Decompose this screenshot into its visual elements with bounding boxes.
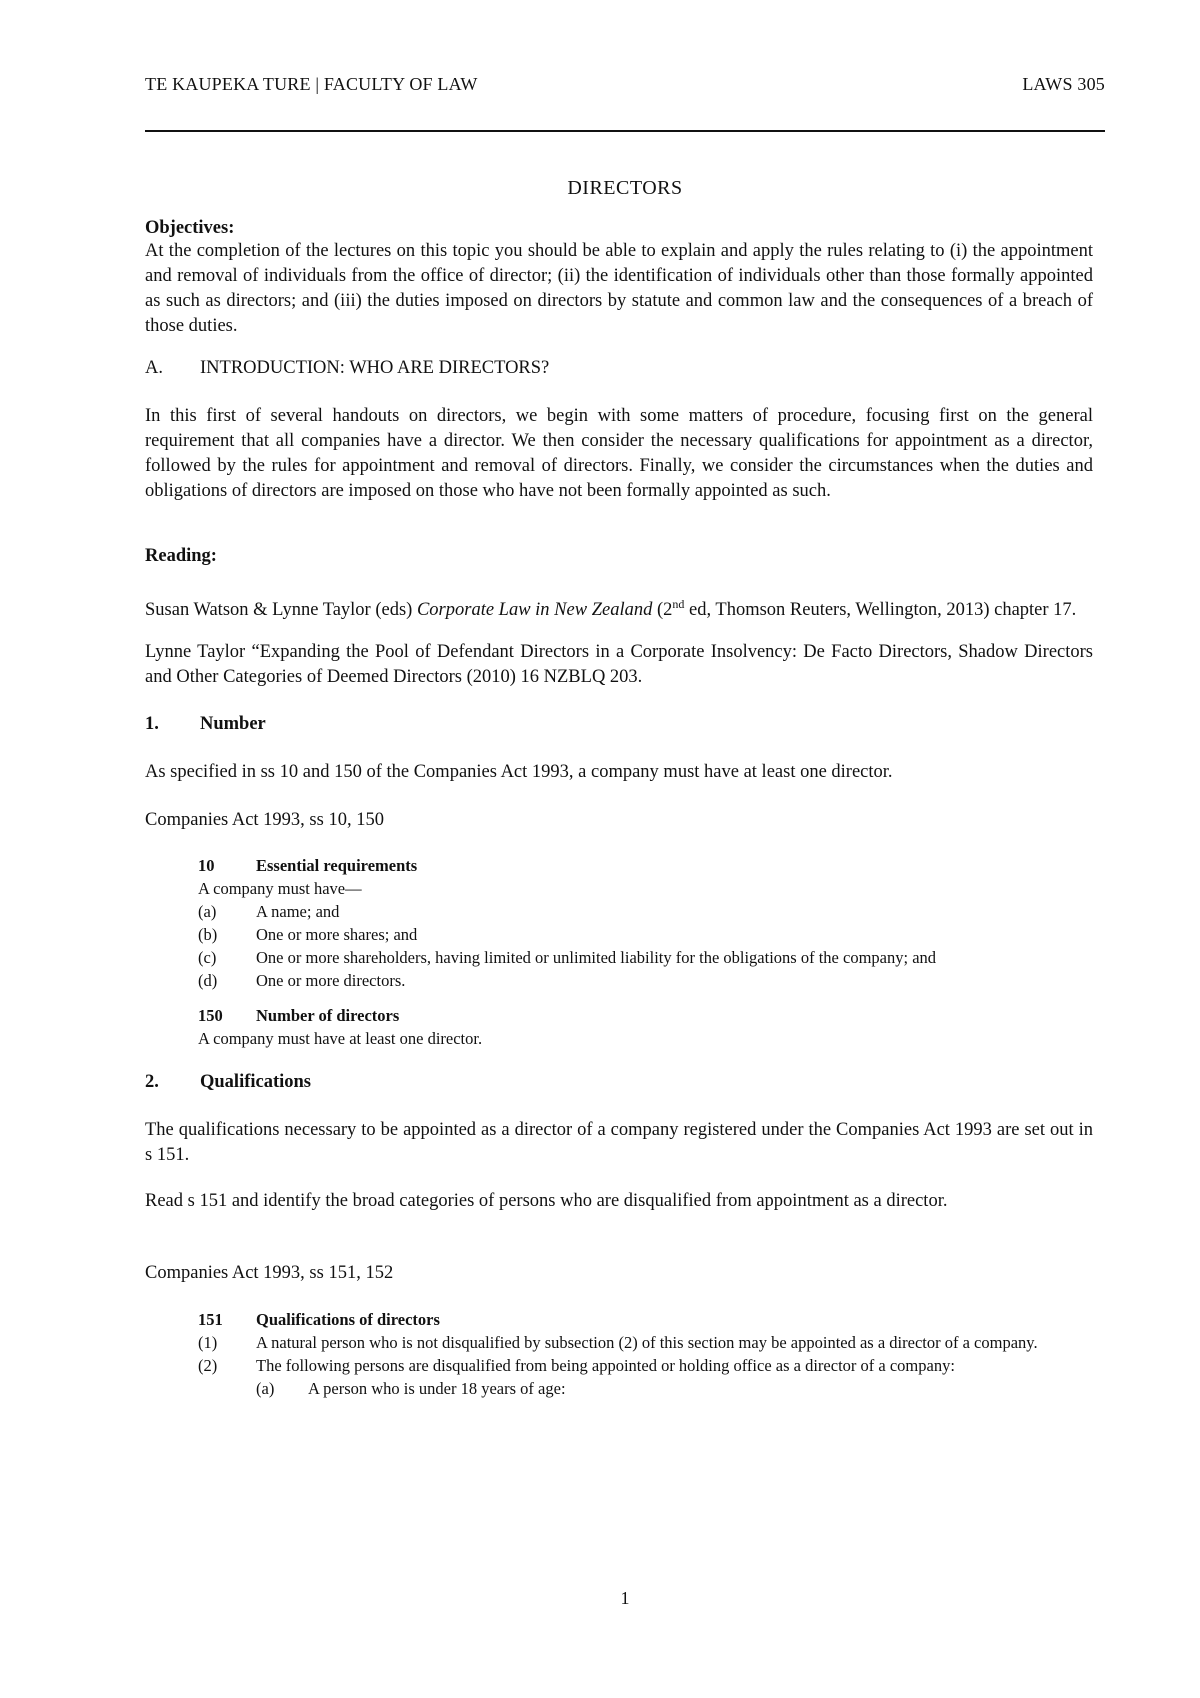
s10-heading bbox=[198, 854, 1093, 877]
statute-s150 bbox=[198, 1004, 1093, 1050]
s10-item-label: (b) bbox=[198, 925, 218, 944]
section-2-title: Qualifications bbox=[200, 1072, 312, 1092]
s151-item-label: (1) bbox=[198, 1333, 218, 1352]
section-2-number: 2. bbox=[145, 1072, 159, 1092]
s151-item-label: (2) bbox=[198, 1356, 218, 1375]
s10-item-label: (c) bbox=[198, 948, 217, 967]
s10-item bbox=[198, 969, 1093, 992]
section-2-text-1: The qualifications necessary to be appointed as a director of a company registered under the Companies Act 1993 are set out in s 151. bbox=[145, 1120, 1093, 1165]
objectives-text: At the completion of the lectures on this topic you should be able to explain and apply the rules relating to (i) the appointment and removal of individuals from the office of director; (ii) the identification of individuals other than those formally appointed as such as directors; and (iii) the duties imposed on directors by statute and common law and the consequences of a breach of those duties. bbox=[145, 241, 1093, 336]
s151-item-text: A natural person who is not disqualified by subsection (2) of this section may be appointed as a director of a company. bbox=[256, 1333, 1038, 1352]
s151-subitem-label: (a) bbox=[256, 1379, 275, 1398]
page-title: DIRECTORS bbox=[567, 177, 683, 199]
s150-text: A company must have at least one director. bbox=[198, 1029, 483, 1048]
s10-item-label: (d) bbox=[198, 971, 218, 990]
section-2-act-ref: Companies Act 1993, ss 151, 152 bbox=[145, 1263, 394, 1283]
header-rule bbox=[145, 130, 1105, 132]
header-course-code: LAWS 305 bbox=[1022, 74, 1105, 94]
section-1-heading bbox=[145, 712, 1093, 737]
reading-ref-1-sup: nd bbox=[672, 597, 685, 611]
s151-item-text: The following persons are disqualified from being appointed or holding office as a director of a company: bbox=[256, 1356, 955, 1375]
s10-item bbox=[198, 946, 1093, 969]
reading-ref-1-publisher: ed, Thomson Reuters, Wellington, 2013) chapter 17. bbox=[684, 600, 1077, 621]
s150-number: 150 bbox=[198, 1006, 223, 1025]
reading-heading: Reading: bbox=[145, 546, 217, 566]
s10-title: Essential requirements bbox=[256, 856, 418, 875]
s151-subitem-text: A person who is under 18 years of age: bbox=[308, 1379, 566, 1398]
s10-item bbox=[198, 900, 1093, 923]
s10-item bbox=[198, 923, 1093, 946]
s10-item-label: (a) bbox=[198, 902, 217, 921]
statute-s151 bbox=[198, 1308, 1093, 1400]
s10-intro: A company must have— bbox=[198, 879, 362, 898]
s151-item bbox=[198, 1354, 1093, 1377]
s150-title: Number of directors bbox=[256, 1006, 400, 1025]
reading-ref-1-edition: (2 bbox=[652, 600, 673, 621]
section-1-title: Number bbox=[200, 714, 266, 734]
s150-heading bbox=[198, 1004, 1093, 1027]
reading-ref-1 bbox=[145, 592, 1093, 623]
section-a-text: In this first of several handouts on directors, we begin with some matters of procedure, focusing first on the general requirement that all companies have a director. We then consider the necessary qualifications for appointment as a director, followed by the rules for appointment and removal of directors. Finally, we consider the circumstances when the duties and obligations of directors are imposed on those who have not been formally appointed as such. bbox=[145, 406, 1093, 501]
reading-ref-1-title: Corporate Law in New Zealand bbox=[416, 600, 653, 621]
s10-item-text: One or more shares; and bbox=[256, 925, 418, 944]
reading-ref-2: Lynne Taylor “Expanding the Pool of Defendant Directors in a Corporate Insolvency: De Facto Directors, Shadow Directors and Other Categories of Deemed Directors (2010) 16 NZBLQ 203. bbox=[145, 642, 1093, 687]
section-1-number: 1. bbox=[145, 714, 159, 734]
header-faculty: TE KAUPEKA TURE | FACULTY OF LAW bbox=[145, 74, 478, 94]
section-a-heading bbox=[145, 356, 1093, 381]
objectives-heading: Objectives: bbox=[145, 218, 235, 238]
section-2-heading bbox=[145, 1070, 1093, 1095]
s151-item bbox=[198, 1331, 1093, 1354]
s151-number: 151 bbox=[198, 1310, 223, 1329]
s151-heading bbox=[198, 1308, 1093, 1331]
s10-item-text: One or more directors. bbox=[256, 971, 406, 990]
section-1-act-ref: Companies Act 1993, ss 10, 150 bbox=[145, 810, 384, 830]
section-a-letter: A. bbox=[145, 358, 163, 378]
running-header bbox=[145, 74, 1105, 95]
s10-item-text: A name; and bbox=[256, 902, 340, 921]
section-a-title: INTRODUCTION: WHO ARE DIRECTORS? bbox=[200, 358, 550, 378]
section-2-text-2: Read s 151 and identify the broad categories of persons who are disqualified from appointment as a director. bbox=[145, 1191, 948, 1211]
statute-s10 bbox=[198, 854, 1093, 992]
reading-ref-1-authors: Susan Watson & Lynne Taylor (eds) bbox=[145, 600, 417, 621]
section-1-text: As specified in ss 10 and 150 of the Companies Act 1993, a company must have at least one director. bbox=[145, 762, 893, 782]
s151-title: Qualifications of directors bbox=[256, 1310, 440, 1329]
s10-item-text: One or more shareholders, having limited or unlimited liability for the obligations of the company; and bbox=[256, 948, 937, 967]
page-number: 1 bbox=[620, 1588, 630, 1608]
s10-number: 10 bbox=[198, 856, 215, 875]
s151-subitem bbox=[198, 1377, 1093, 1400]
